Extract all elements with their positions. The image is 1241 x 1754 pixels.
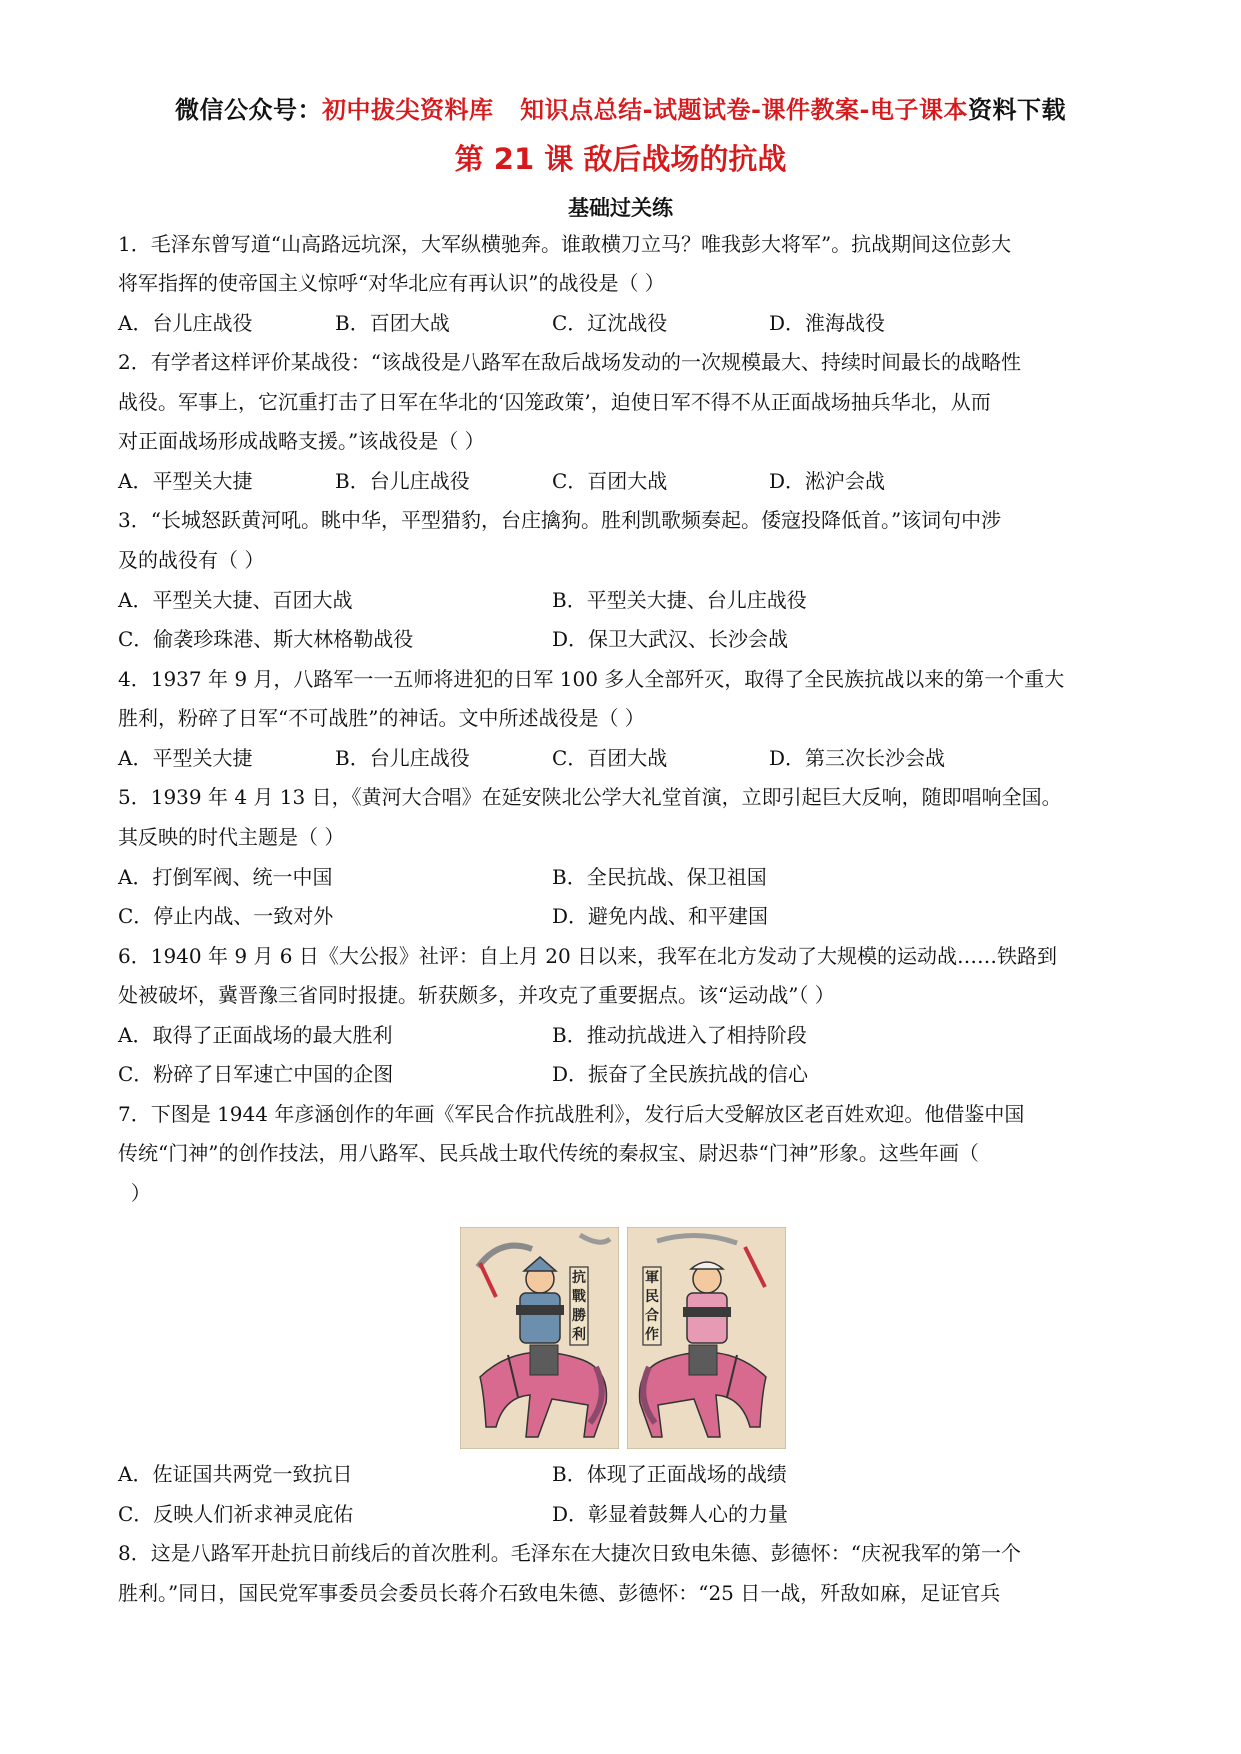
question-2-option-c: C．百团大战 [552, 469, 668, 493]
question-1-option-d: D．淮海战役 [769, 311, 886, 335]
painting-left-panel [460, 1227, 619, 1449]
question-4-option-a: A．平型关大捷 [118, 746, 253, 770]
painting-right-caption: 軍民合作 [645, 1270, 659, 1343]
question-3-option-a: A．平型关大捷、百团大战 [118, 588, 353, 612]
lesson-title: 第 21 课 敌后战场的抗战 [454, 142, 787, 176]
question-6-option-a: A．取得了正面战场的最大胜利 [118, 1023, 393, 1047]
question-6-line-2: 处被破坏，冀晋豫三省同时报捷。斩获颇多，并攻克了重要据点。该“运动战”（ ） [118, 983, 835, 1007]
question-5-option-d: D．避免内战、和平建国 [552, 904, 769, 928]
section-title: 基础过关练 [568, 196, 673, 220]
question-3-line-2: 及的战役有（ ） [118, 548, 265, 572]
question-2-option-a: A．平型关大捷 [118, 469, 253, 493]
question-7-line-3: ） [118, 1181, 151, 1205]
new-year-painting-figure [460, 1227, 786, 1449]
painting-left-caption: 抗戰勝利 [572, 1270, 586, 1343]
header-red-text: 初中拔尖资料库 知识点总结-试题试卷-课件教案-电子课本 [322, 96, 968, 124]
question-4-line-1: 4．1937 年 9 月，八路军一一五师将进犯的日军 100 多人全部歼灭，取得了全民族抗战以来的第一个重大 [118, 667, 1065, 691]
question-4-option-c: C．百团大战 [552, 746, 668, 770]
question-2-option-d: D．淞沪会战 [769, 469, 886, 493]
question-2-line-3: 对正面战场形成战略支援。”该战役是（ ） [118, 429, 485, 453]
question-7-option-b: B．体现了正面战场的战绩 [552, 1462, 787, 1486]
question-4-line-2: 胜利，粉碎了日军“不可战胜”的神话。文中所述战役是（ ） [118, 706, 645, 730]
question-1-option-b: B．百团大战 [335, 311, 450, 335]
question-6-line-1: 6．1940 年 9 月 6 日《大公报》社评：自上月 20 日以来，我军在北方发动了大规模的运动战……铁路到 [118, 944, 1058, 968]
question-5-line-1: 5．1939 年 4 月 13 日，《黄河大合唱》在延安陕北公学大礼堂首演，立即引起巨大反响，随即唱响全国。 [118, 785, 1062, 809]
question-6-option-d: D．振奋了全民族抗战的信心 [552, 1062, 809, 1086]
painting-left-image [460, 1227, 619, 1449]
question-6-option-b: B．推动抗战进入了相持阶段 [552, 1023, 807, 1047]
question-3-line-1: 3．“长城怒跃黄河吼。眺中华，平型猎豹，台庄擒狗。胜利凯歌频奏起。倭寇投降低首。”该词句中涉 [118, 508, 1002, 532]
question-2-line-2: 战役。军事上，它沉重打击了日军在华北的‘囚笼政策’，迫使日军不得不从正面战场抽兵华北，从而 [118, 390, 991, 414]
question-7-option-c: C．反映人们祈求神灵庇佑 [118, 1502, 354, 1526]
question-1-option-a: A．台儿庄战役 [118, 311, 253, 335]
question-1-line-2: 将军指挥的使帝国主义惊呼“对华北应有再认识”的战役是（ ） [118, 271, 665, 295]
question-5-option-b: B．全民抗战、保卫祖国 [552, 865, 767, 889]
header-banner [0, 90, 1241, 125]
question-3-option-d: D．保卫大武汉、长沙会战 [552, 627, 789, 651]
painting-right-panel [627, 1227, 786, 1449]
question-1-line-1: 1．毛泽东曾写道“山高路远坑深，大军纵横驰奔。谁敢横刀立马？唯我彭大将军”。抗战期间这位彭大 [118, 232, 1012, 256]
question-6-option-c: C．粉碎了日军速亡中国的企图 [118, 1062, 394, 1086]
question-7-line-1: 7．下图是 1944 年彦涵创作的年画《军民合作抗战胜利》，发行后大受解放区老百姓欢迎。他借鉴中国 [118, 1102, 1025, 1126]
question-1-option-c: C．辽沈战役 [552, 311, 668, 335]
question-8-line-1: 8．这是八路军开赴抗日前线后的首次胜利。毛泽东在大捷次日致电朱德、彭德怀：“庆祝我军的第一个 [118, 1541, 1021, 1565]
question-5-line-2: 其反映的时代主题是（ ） [118, 825, 345, 849]
question-8-line-2: 胜利。”同日，国民党军事委员会委员长蒋介石致电朱德、彭德怀：“25 日一战，歼敌如麻，足证官兵 [118, 1581, 1001, 1605]
question-7-option-a: A．佐证国共两党一致抗日 [118, 1462, 353, 1486]
header-suffix: 资料下载 [967, 96, 1066, 124]
question-4-option-b: B．台儿庄战役 [335, 746, 470, 770]
question-2-line-1: 2．有学者这样评价某战役：“该战役是八路军在敌后战场发动的一次规模最大、持续时间最长的战略性 [118, 350, 1021, 374]
question-5-option-a: A．打倒军阀、统一中国 [118, 865, 333, 889]
question-7-line-2: 传统“门神”的创作技法，用八路军、民兵战士取代传统的秦叔宝、尉迟恭“门神”形象。这些年画（ [118, 1141, 979, 1165]
question-5-option-c: C．停止内战、一致对外 [118, 904, 334, 928]
question-4-option-d: D．第三次长沙会战 [769, 746, 946, 770]
question-7-option-d: D．彰显着鼓舞人心的力量 [552, 1502, 789, 1526]
question-2-option-b: B．台儿庄战役 [335, 469, 470, 493]
header-prefix: 微信公众号： [175, 96, 323, 124]
question-3-option-c: C．偷袭珍珠港、斯大林格勒战役 [118, 627, 414, 651]
question-3-option-b: B．平型关大捷、台儿庄战役 [552, 588, 807, 612]
